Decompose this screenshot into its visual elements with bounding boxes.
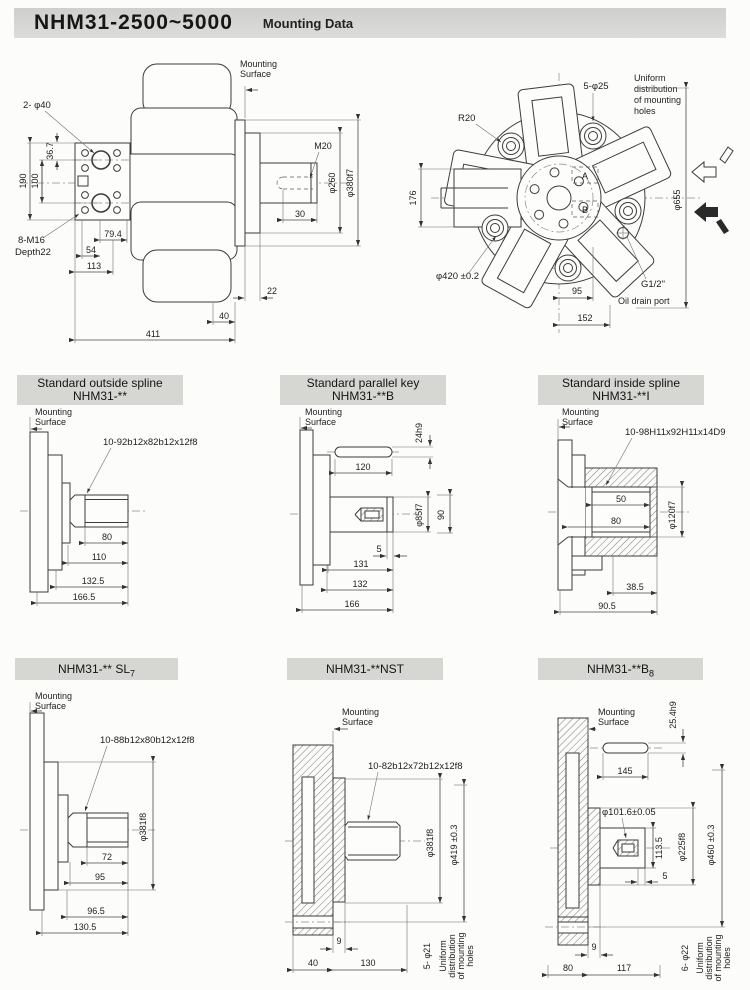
uniform-note: of mounting (456, 932, 466, 980)
panel-c-title: Standard inside spline NHM31-**I (538, 375, 704, 405)
dim-36-7: 36.7 (45, 142, 55, 160)
drain-port-label: Oil drain port (618, 296, 670, 306)
dim-80: 80 (610, 516, 622, 526)
uniform-note: holes (722, 947, 732, 969)
dim-130-5: 130.5 (73, 922, 97, 932)
mounting-surface-label: Surface (35, 701, 67, 711)
dim-dia420: φ420 ±0.2 (436, 271, 480, 282)
dim-95: 95 (571, 286, 583, 296)
dim-130: 130 (360, 958, 376, 968)
dim-30: 30 (294, 209, 306, 219)
dim-dia381: φ381f8 (138, 812, 148, 842)
hole-spec-label: 2- φ40 (23, 100, 51, 111)
spline-spec-label: 10-88b12x80b12x12f8 (100, 735, 195, 746)
dim-131: 131 (353, 559, 369, 569)
dim-dia381: φ381f8 (425, 828, 435, 858)
mounting-surface-label: Surface (562, 417, 594, 427)
uniform-note: distribution (704, 936, 714, 980)
dim-9: 9 (336, 936, 342, 946)
dim-96-5: 96.5 (87, 906, 105, 916)
panel-a-drawing (15, 375, 265, 620)
holes-6-22-label: 6- φ22 (680, 944, 690, 972)
panel-e-drawing (280, 655, 520, 990)
dim-50: 50 (615, 494, 627, 504)
panel-f-linework (545, 718, 670, 945)
thread-m20-label: M20 (314, 141, 332, 151)
pilot-dia-label: φ101.6±0.05 (602, 807, 656, 818)
dim-100: 100 (30, 173, 40, 189)
panel-c-drawing (530, 375, 750, 620)
panel-d-title: NHM31-** $SL_7$ (15, 658, 178, 680)
mounting-surface-label: Mounting (305, 407, 343, 417)
dim-113-5: 113.5 (654, 837, 664, 859)
dim-90: 90 (436, 509, 446, 521)
r20-label: R20 (458, 113, 476, 124)
uniform-note: of mounting (713, 934, 723, 982)
dim-176: 176 (408, 190, 418, 206)
dim-dia460: φ460 ±0.3 (706, 824, 716, 866)
dim-80: 80 (562, 963, 574, 973)
drain-port-size: G1/2" (641, 279, 665, 290)
dim-dia225: φ225f8 (677, 832, 687, 862)
key-height-label: 24h9 (414, 422, 424, 444)
dim-411: 411 (145, 329, 161, 339)
mounting-surface-label: Mounting (240, 59, 278, 69)
dim-dia260: φ260 (327, 172, 337, 194)
panel-d-drawing (15, 655, 265, 990)
uniform-note: Uniform (634, 73, 666, 83)
tap-spec-label: 8-M16 (18, 235, 45, 246)
panel-a-linework (20, 432, 145, 592)
dim-190: 190 (18, 173, 28, 189)
dim-79-4: 79.4 (104, 229, 122, 239)
panel-f-title: $NHM31-**B_8$ (538, 658, 703, 680)
dim-117: 117 (616, 963, 632, 973)
key-length-label: 145 (617, 766, 633, 776)
mounting-surface-label: Surface (305, 417, 337, 427)
dim-dia655: φ655 (672, 189, 682, 211)
dim-40: 40 (218, 311, 230, 321)
dim-166-5: 166.5 (72, 592, 96, 602)
dim-22: 22 (267, 286, 278, 296)
uniform-note: holes (465, 945, 475, 967)
mounting-surface-label: Mounting (562, 407, 600, 417)
dim-54: 54 (85, 245, 97, 255)
uniform-note: Uniform (438, 940, 448, 972)
page-title: NHM31-2500~5000 (34, 11, 233, 34)
tap-depth-label: Depth22 (15, 247, 51, 258)
panel-b-title: Standard parallel key NHM31-**B (280, 375, 446, 405)
dim-dia120: φ120f7 (667, 500, 677, 530)
dim-9: 9 (591, 942, 597, 952)
mounting-surface-label: Surface (35, 417, 67, 427)
spline-spec-label: 10-82b12x72b12x12f8 (368, 761, 463, 772)
side-view-drawing (15, 50, 380, 355)
mounting-surface-label: Surface (240, 69, 272, 79)
uniform-note: Uniform (695, 942, 705, 974)
uniform-note: distribution (447, 934, 457, 978)
port-b-label: B (581, 205, 589, 215)
dim-95: 95 (94, 872, 106, 882)
spline-spec-label: 10-98H11x92H11x14D9 (625, 427, 726, 438)
dim-90-5: 90.5 (598, 601, 616, 611)
dim-72: 72 (101, 852, 113, 862)
mounting-surface-label: Surface (598, 717, 630, 727)
dim-132-5: 132.5 (81, 576, 105, 586)
dim-dia85: φ85f7 (414, 503, 424, 527)
page-header (14, 8, 726, 38)
panel-b-drawing (275, 375, 525, 620)
spline-spec-label: 10-92b12x82b12x12f8 (103, 437, 198, 448)
mounting-surface-label: Mounting (35, 407, 73, 417)
dim-5: 5 (662, 871, 668, 881)
uniform-note: distribution (634, 84, 678, 94)
dim-40: 40 (307, 958, 319, 968)
key-height-label: 25.4h9 (668, 701, 678, 729)
panel-e-linework (285, 745, 425, 935)
uniform-note: holes (634, 106, 656, 116)
mounting-surface-label: Mounting (598, 707, 636, 717)
holes-5-25-label: 5-φ25 (583, 81, 609, 92)
dim-152: 152 (577, 313, 593, 323)
front-view-drawing (396, 55, 748, 367)
mounting-surface-label: Mounting (35, 691, 73, 701)
dim-80: 80 (101, 532, 113, 542)
holes-5-21-label: 5- φ21 (422, 942, 432, 970)
panel-f-drawing (530, 655, 750, 990)
panel-a-title: Standard outside spline NHM31-** (17, 375, 183, 405)
dim-110: 110 (91, 552, 107, 562)
dim-5: 5 (376, 544, 382, 554)
dim-132: 132 (352, 579, 368, 589)
key-length-label: 120 (355, 462, 371, 472)
dim-38-5: 38.5 (626, 582, 644, 592)
dim-166: 166 (344, 599, 360, 609)
dim-dia419: φ419 ±0.3 (449, 824, 459, 866)
port-a-label: A (581, 171, 589, 181)
mounting-surface-label: Mounting (342, 707, 380, 717)
uniform-note: of mounting (634, 95, 682, 105)
dim-dia380: φ380f7 (345, 168, 355, 198)
dim-113: 113 (86, 261, 102, 271)
panel-e-title: NHM31-**NST (287, 658, 443, 680)
page-subtitle: Mounting Data (262, 15, 354, 31)
side-view-linework (20, 64, 350, 302)
mounting-surface-label: Surface (342, 717, 374, 727)
